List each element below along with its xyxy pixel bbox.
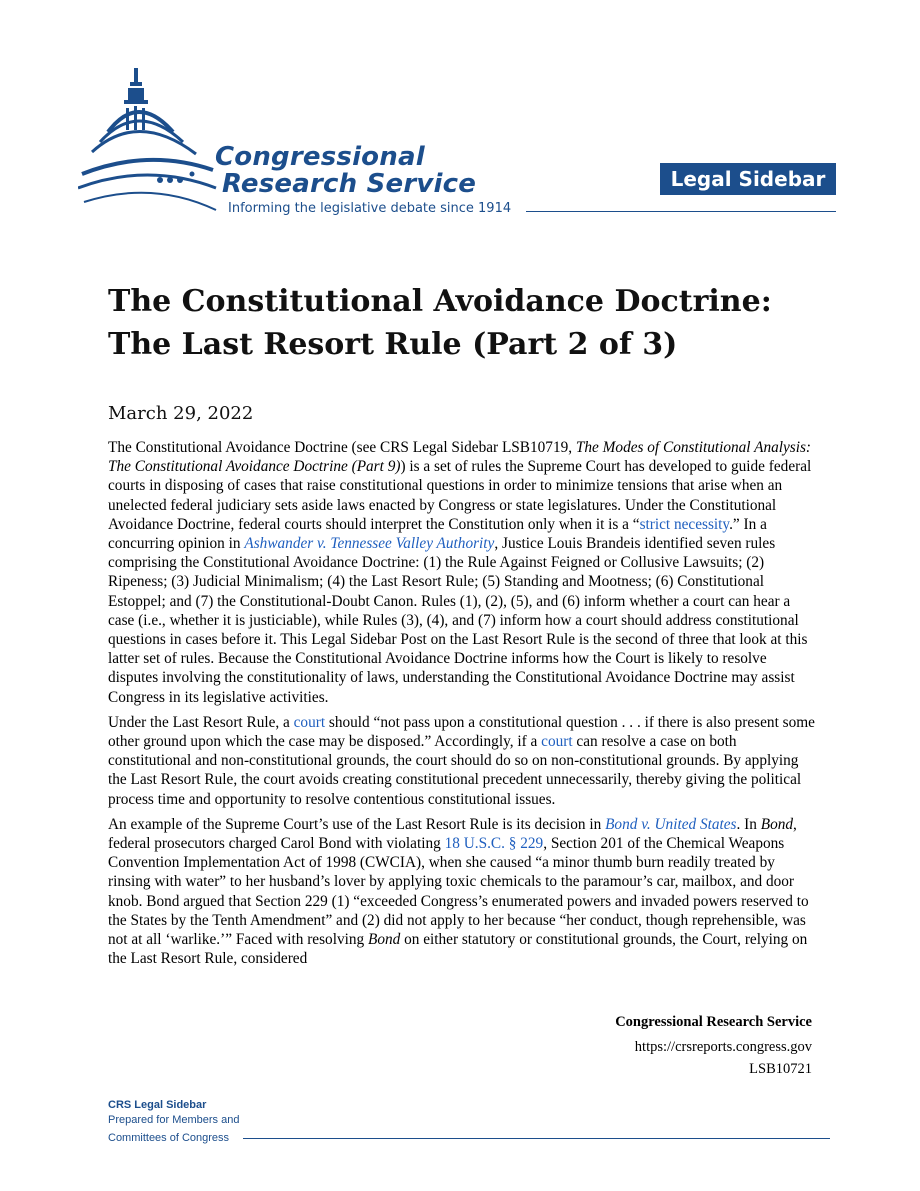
link-court-2[interactable]: court	[541, 733, 573, 751]
text-segment: .” In a concurring opinion in	[108, 515, 767, 553]
text-segment: , Section 201 of the Chemical Weapons Convention Implementation Act of 1998 (CWCIA), when she caused “a minor thumb burn readily treated by rinsing with water” to her husband’s lover by applying toxic chemicals to the paramour’s car, mailbox, and door knob. Bond argued that Section 229 (1) “exceeded Congress’s enumerated powers and invaded powers reserved to the States by the Tenth Amendment” and (2) did not apply to her because “her conduct, though reprehensible, was not at all ‘warlike.’” Faced with resolving	[108, 835, 809, 949]
org-name-line1: Congressional	[215, 142, 425, 172]
link-bond-v-us[interactable]: Bond v. United States	[605, 815, 737, 833]
paragraph-1	[108, 438, 816, 707]
footer-committees: Committees of Congress	[108, 1132, 230, 1144]
footer-url[interactable]: https://crsreports.congress.gov	[634, 1039, 812, 1055]
tagline-divider	[526, 211, 836, 212]
text-segment: . In	[736, 815, 761, 833]
link-strict-necessity[interactable]: strict necessity	[639, 515, 730, 533]
text-segment: should “not pass upon a constitutional question . . . if there is also present some other ground upon which the case may be disposed.” Accordingly, if a	[108, 713, 815, 751]
paragraph-3	[108, 815, 816, 969]
text-segment: Under the Last Resort Rule, a	[108, 713, 294, 731]
text-segment: , Justice Louis Brandeis identified seven rules comprising the Constitutional Avoidance Doctrine: (1) the Rule Against Feigned or Collusive Lawsuits; (2) Ripeness; (3) Judicial Minimalism; (4) the Last Resort Rule; (5) Standing and Mootness; (6) Constitutional Estoppel; and (7) the Constitutional-Doubt Canon. Rules (1), (2), (5), and (6) inform whether a court can hear a case (i.e., whether it is justiciable), while Rules (3), (4), and (7) inform how a court should address constitutional questions in cases before it. This Legal Sidebar Post on the Last Resort Rule is the second of three that look at this latter set of rules. Because the Constitutional Avoidance Doctrine informs how the Court is likely to resolve disputes involving the constitutionality of laws, understanding the Constitutional Avoidance Doctrine may assist Congress in its legislative activities.	[108, 535, 808, 706]
link-18-usc-229[interactable]: 18 U.S.C. § 229	[444, 835, 544, 853]
document-title: The Constitutional Avoidance Doctrine: The Last Resort Rule (Part 2 of 3)	[108, 284, 772, 362]
link-court-1[interactable]: court	[293, 713, 326, 731]
footer-report-code: LSB10721	[749, 1061, 812, 1077]
paragraph-2	[108, 713, 816, 809]
document-body	[108, 438, 816, 974]
text-segment: ) is a set of rules the Supreme Court has developed to guide federal courts in disposing of cases that raise constitutional questions in order to minimize tensions that arise when an unelected federal judiciary sets aside laws enacted by Congress or state legislatures. Under the Constitutional Avoidance Doctrine, federal courts should interpret the Constitution only when it is a “	[108, 458, 812, 533]
org-tagline: Informing the legislative debate since 1914	[228, 201, 512, 216]
italic-case-name: Bond	[367, 931, 401, 949]
capitol-dome-logo	[78, 62, 238, 222]
italic-case-name: Bond	[760, 815, 794, 833]
text-segment: can resolve a case on both constitutional and non-constitutional grounds, the court should do so on non-constitutional grounds. By applying the Last Resort Rule, the court avoids creating constitutional precedent unnecessarily, thereby giving the political process time and opportunity to resolve contentious constitutional issues.	[108, 733, 802, 808]
legal-sidebar-badge: Legal Sidebar	[660, 163, 836, 195]
footer-prepared-for: Prepared for Members and	[108, 1114, 240, 1126]
text-segment: The Constitutional Avoidance Doctrine (see CRS Legal Sidebar LSB10719,	[108, 439, 576, 456]
footer-divider	[243, 1138, 830, 1139]
footer-org-name: Congressional Research Service	[615, 1014, 812, 1030]
link-ashwander[interactable]: Ashwander v. Tennessee Valley Authority	[244, 535, 495, 553]
text-segment: An example of the Supreme Court’s use of the Last Resort Rule is its decision in	[108, 815, 606, 833]
document-date: March 29, 2022	[108, 403, 254, 424]
org-name-line2: Research Service	[222, 169, 477, 199]
text-segment: on either statutory or constitutional grounds, the Court, relying on the Last Resort Rule, considered	[108, 931, 808, 968]
footer-series-name: CRS Legal Sidebar	[108, 1099, 207, 1111]
italic-citation: The Modes of Constitutional Analysis: The Constitutional Avoidance Doctrine (Part 9)	[108, 439, 812, 476]
text-segment: , federal prosecutors charged Carol Bond with violating	[108, 815, 797, 853]
